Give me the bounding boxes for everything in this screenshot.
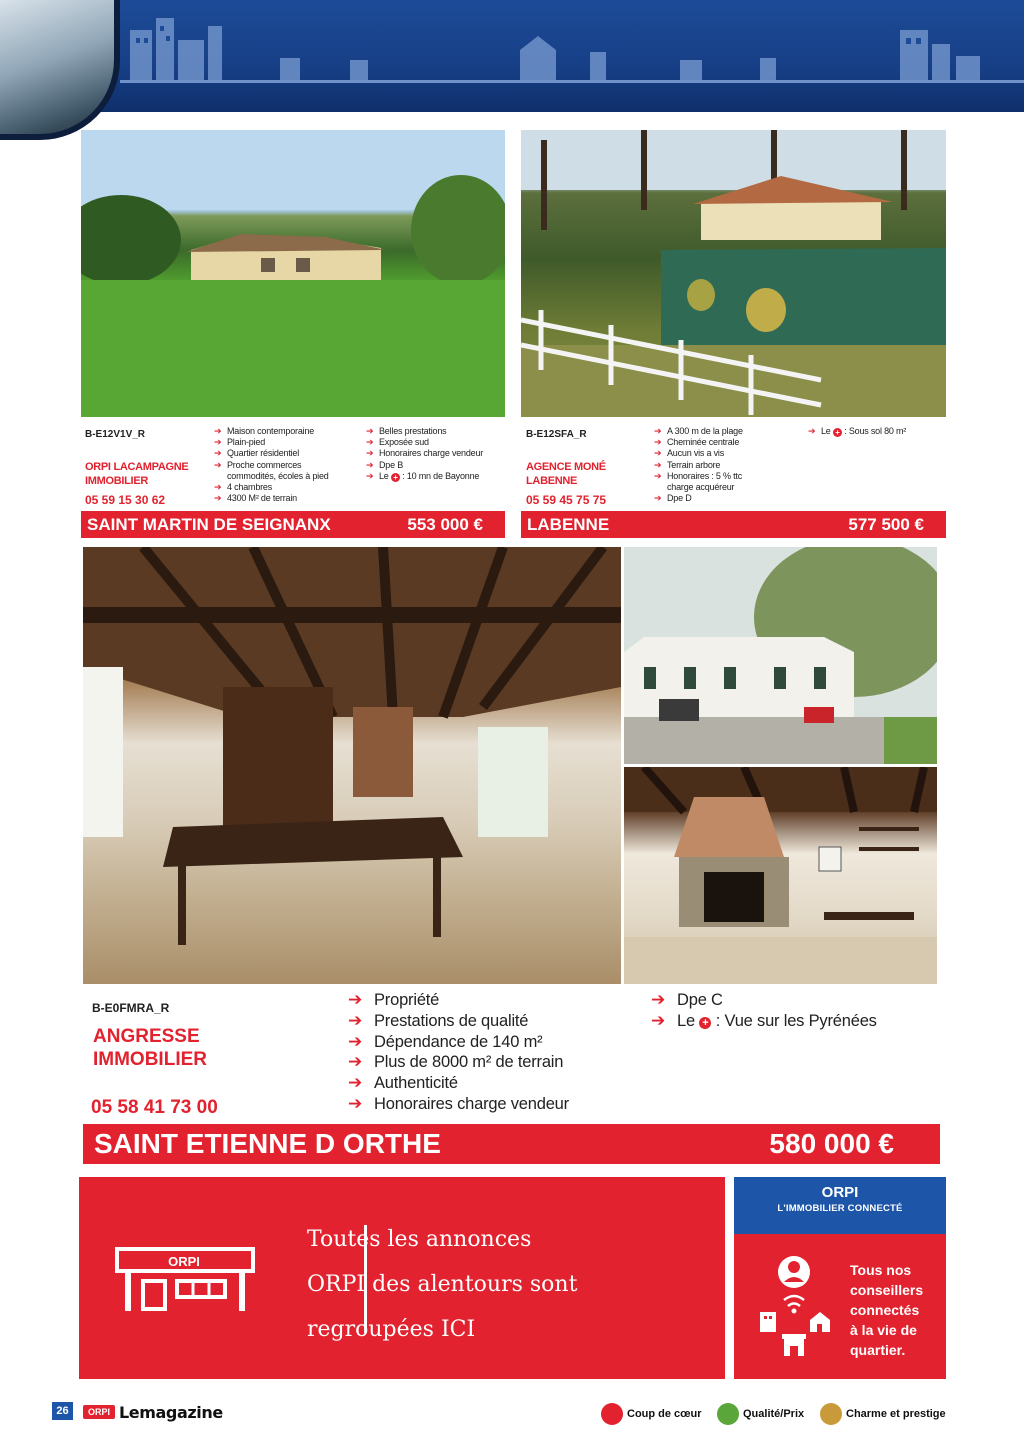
promo-logo-text: ORPI: [168, 1254, 200, 1269]
listing-3-photo-dining-room: [83, 547, 621, 984]
listing-3-agency-line2: IMMOBILIER: [93, 1049, 207, 1070]
feature-item: ➔ Dpe B: [366, 460, 506, 471]
listing-1-features-col1: [214, 426, 364, 504]
listing-3-city: SAINT ETIENNE D ORTHE: [94, 1128, 441, 1159]
connect-banner: [734, 1177, 946, 1379]
listing-2-features-col1: [654, 426, 804, 504]
listing-1-agency-line2: IMMOBILIER: [85, 475, 148, 487]
listing-2-reference: B-E12SFA_R: [526, 429, 587, 440]
feature-le: Le: [677, 1011, 695, 1030]
feature-highlight: : Sous sol 80 m²: [844, 426, 907, 436]
listing-3-reference: B-E0FMRA_R: [92, 1001, 170, 1015]
connect-text-line: Tous nos: [850, 1262, 912, 1278]
feature-item: [366, 471, 506, 482]
listing-1-agency-line1: ORPI LACAMPAGNE: [85, 461, 189, 473]
connect-header: [734, 1177, 946, 1234]
coup-de-coeur-plus-icon: +: [391, 473, 400, 482]
listing-3-price: 580 000 €: [769, 1128, 894, 1159]
quality-badge-icon: [717, 1403, 739, 1425]
feature-le: Le: [379, 470, 389, 481]
legend-qualite-prix: [717, 1403, 804, 1425]
feature-item: ➔ Cheminée centrale: [654, 437, 804, 448]
header-banner: [0, 0, 1024, 112]
listing-2-city: LABENNE: [527, 515, 610, 534]
connect-tagline: L'IMMOBILIER CONNECTÉ: [777, 1203, 903, 1214]
listing-1-agency: [85, 460, 188, 488]
connect-brand: ORPI: [821, 1184, 859, 1201]
promo-text: [307, 1217, 577, 1352]
listing-1-photo: [81, 130, 505, 417]
listing-2-title-bar: [521, 511, 946, 538]
feature-le: Le: [821, 426, 831, 436]
listing-3-features-col2: [651, 990, 936, 1032]
listing-2-photo: [521, 130, 946, 417]
listing-3-agency-line1: ANGRESSE: [93, 1026, 200, 1047]
feature-item: ➔ Terrain arbore: [654, 460, 804, 471]
feature-item: ➔ 4300 M² de terrain: [214, 493, 364, 504]
connect-text-line: conseillers: [850, 1282, 924, 1298]
feature-highlight: : Vue sur les Pyrénées: [715, 1011, 877, 1030]
feature-item: ➔ Honoraires charge vendeur: [348, 1094, 638, 1115]
orpi-logo: ORPI: [83, 1405, 115, 1419]
feature-item: ➔ A 300 m de la plage: [654, 426, 804, 437]
promo-line-1: Toutes les annonces: [307, 1227, 532, 1252]
feature-item: ➔ Exposée sud: [366, 437, 506, 448]
listing-2-features-col2: [808, 426, 944, 437]
promo-line-3: regroupées ICI: [307, 1317, 476, 1342]
listing-1-features-col2: [366, 426, 506, 482]
listing-2-agency-line1: AGENCE MONÉ: [526, 461, 606, 473]
promo-line-2: ORPI des alentours sont: [307, 1272, 578, 1297]
promo-banner: [79, 1177, 725, 1379]
feature-item: ➔ Dpe C: [651, 990, 936, 1011]
legend-label: Charme et prestige: [846, 1408, 946, 1420]
connect-text: [850, 1260, 923, 1360]
page-number: 26: [52, 1402, 73, 1420]
feature-item: charge acquéreur: [667, 482, 735, 493]
feature-item: ➔ Honoraires charge vendeur: [366, 448, 506, 459]
listing-1-reference: B-E12V1V_R: [85, 429, 146, 440]
feature-item: ➔ Propriété: [348, 990, 638, 1011]
surf-photo: [0, 0, 120, 140]
feature-item: ➔ Proche commerces: [214, 460, 364, 471]
feature-item: ➔ Quartier résidentiel: [214, 448, 364, 459]
feature-item: ➔ 4 chambres: [214, 482, 364, 493]
legend-label: Qualité/Prix: [743, 1408, 805, 1420]
feature-item: commodités, écoles à pied: [227, 470, 329, 481]
connected-network-icon: [754, 1252, 834, 1362]
feature-item: ➔ Maison contemporaine: [214, 426, 364, 437]
listing-2-agency-line2: LABENNE: [526, 475, 578, 487]
listing-1-title-bar: [81, 511, 505, 538]
prestige-badge-icon: [820, 1403, 842, 1425]
listing-3-photo-fireplace: [624, 767, 937, 984]
feature-item: ➔ Plain-pied: [214, 437, 364, 448]
listing-3-title-bar: [83, 1124, 940, 1164]
listing-2-phone: 05 59 45 75 75: [526, 493, 607, 507]
feature-item: ➔ Plus de 8000 m² de terrain: [348, 1052, 638, 1073]
connect-text-line: à la vie de: [850, 1322, 917, 1338]
listing-2-price: 577 500 €: [848, 515, 924, 534]
feature-item: [808, 426, 944, 437]
magazine-name: Lemagazine: [119, 1403, 223, 1422]
coup-de-coeur-plus-icon: +: [833, 428, 842, 437]
feature-item: ➔ Dpe D: [654, 493, 804, 504]
coup-de-coeur-plus-icon: +: [699, 1017, 711, 1029]
city-skyline-illustration: [120, 0, 1024, 112]
listing-1-price: 553 000 €: [407, 515, 483, 534]
listing-3-phone: 05 58 41 73 00: [91, 1097, 218, 1118]
listing-3-features-col1: [348, 990, 638, 1115]
feature-highlight: : 10 mn de Bayonne: [402, 470, 480, 481]
listing-1-phone: 05 59 15 30 62: [85, 493, 166, 507]
feature-item: ➔ Aucun vis a vis: [654, 448, 804, 459]
feature-item: ➔ Authenticité: [348, 1073, 638, 1094]
connect-text-line: quartier.: [850, 1342, 906, 1358]
feature-item: ➔ Honoraires : 5 % ttc: [654, 471, 804, 482]
feature-item: [651, 1011, 936, 1032]
legend-coup-de-coeur: [601, 1403, 702, 1425]
legend-charme-prestige: [820, 1403, 946, 1425]
listing-3-photo-facade: [624, 547, 937, 764]
feature-item: ➔ Belles prestations: [366, 426, 506, 437]
listing-2-agency: [526, 460, 606, 488]
feature-item: ➔ Prestations de qualité: [348, 1011, 638, 1032]
listing-3-agency: [93, 1025, 207, 1071]
legend-label: Coup de cœur: [627, 1408, 702, 1420]
feature-item: ➔ Dépendance de 140 m²: [348, 1032, 638, 1053]
connect-text-line: connectés: [850, 1302, 920, 1318]
listing-1-city: SAINT MARTIN DE SEIGNANX: [87, 515, 331, 534]
heart-badge-icon: [601, 1403, 623, 1425]
